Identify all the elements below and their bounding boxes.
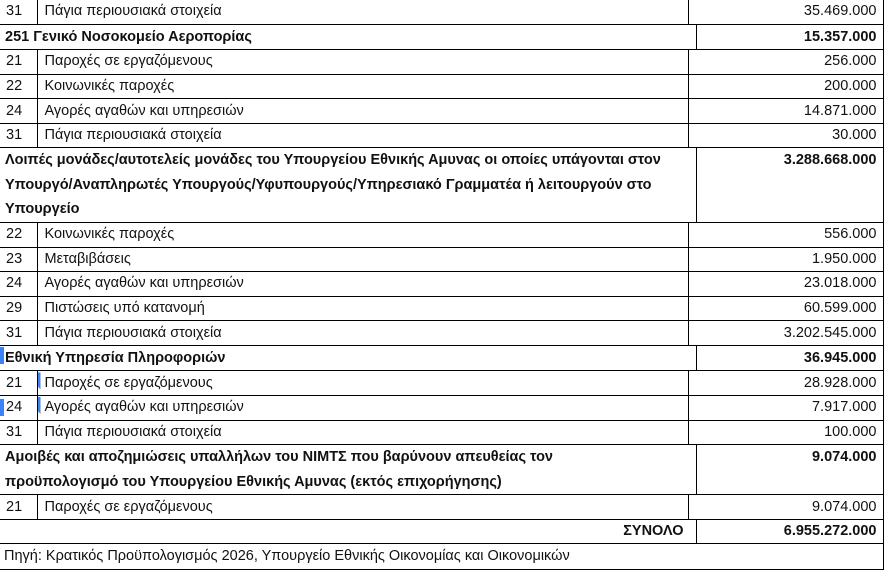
group-amount: 3.288.668.000 xyxy=(696,148,883,223)
row-code-cell xyxy=(0,396,37,421)
table-row xyxy=(0,396,883,421)
group-title-cell xyxy=(0,345,696,371)
group-title: Αμοιβές και αποζημιώσεις υπαλλήλων του ΝΙΜΤΣ που βαρύνουν απευθείας τον προϋπολογισμό του Υπουργείου Εθνικής Αμυνας (εκτός επιχορήγησης) xyxy=(0,445,696,495)
row-label: Πάγια περιουσιακά στοιχεία xyxy=(37,321,688,346)
total-label: ΣΥΝΟΛΟ xyxy=(0,519,696,544)
row-amount: 100.000 xyxy=(688,420,883,445)
row-label: Παροχές σε εργαζόμενους xyxy=(44,374,213,391)
row-amount: 30.000 xyxy=(688,123,883,148)
bookmark-icon[interactable] xyxy=(0,399,4,416)
row-code: 21 xyxy=(0,495,37,520)
total-amount: 6.955.272.000 xyxy=(696,519,883,544)
group-row xyxy=(0,445,883,495)
row-label: Παροχές σε εργαζόμενους xyxy=(37,495,688,520)
row-code: 22 xyxy=(0,222,37,247)
row-amount: 35.469.000 xyxy=(688,0,883,24)
row-amount: 556.000 xyxy=(688,222,883,247)
row-label: Πάγια περιουσιακά στοιχεία xyxy=(37,0,688,24)
bookmark-icon[interactable] xyxy=(37,397,41,414)
row-amount: 60.599.000 xyxy=(688,296,883,321)
group-title: Εθνική Υπηρεσία Πληροφοριών xyxy=(5,349,226,366)
row-code: 31 xyxy=(0,420,37,445)
table-row xyxy=(0,247,883,272)
table-row xyxy=(0,222,883,247)
row-amount: 23.018.000 xyxy=(688,272,883,297)
row-label: Αγορές αγαθών και υπηρεσιών xyxy=(37,272,688,297)
table-row xyxy=(0,272,883,297)
row-code: 31 xyxy=(0,123,37,148)
row-label-cell xyxy=(37,371,688,396)
row-label: Παροχές σε εργαζόμενους xyxy=(37,50,688,75)
row-code: 23 xyxy=(0,247,37,272)
table-row xyxy=(0,371,883,396)
row-amount: 200.000 xyxy=(688,74,883,99)
row-label: Πάγια περιουσιακά στοιχεία xyxy=(37,420,688,445)
row-amount: 14.871.000 xyxy=(688,99,883,124)
total-row xyxy=(0,519,883,544)
table-row xyxy=(0,296,883,321)
group-amount: 9.074.000 xyxy=(696,445,883,495)
group-title: 251 Γενικό Νοσοκομείο Αεροπορίας xyxy=(0,24,696,50)
row-amount: 28.928.000 xyxy=(688,371,883,396)
row-code: 31 xyxy=(0,321,37,346)
group-title: Λοιπές μονάδες/αυτοτελείς μονάδες του Υπουργείου Εθνικής Αμυνας οι οποίες υπάγονται στον Υπουργό/Αναπληρωτές Υπουργούς/Υφυπουργούς/Υπηρεσιακό Γραμματέα ή λειτουργούν στο Υπουργείο xyxy=(0,148,696,223)
bookmark-icon[interactable] xyxy=(0,347,4,364)
row-label: Αγορές αγαθών και υπηρεσιών xyxy=(44,399,244,416)
row-label: Αγορές αγαθών και υπηρεσιών xyxy=(37,99,688,124)
source-row xyxy=(0,544,883,570)
row-label: Κοινωνικές παροχές xyxy=(37,74,688,99)
table-row xyxy=(0,99,883,124)
row-code: 24 xyxy=(6,399,23,416)
group-amount: 36.945.000 xyxy=(696,345,883,371)
group-row xyxy=(0,345,883,371)
row-label: Πάγια περιουσιακά στοιχεία xyxy=(37,123,688,148)
row-label-cell xyxy=(37,396,688,421)
table-row xyxy=(0,321,883,346)
row-code: 21 xyxy=(0,50,37,75)
table-row xyxy=(0,0,883,24)
table-row xyxy=(0,123,883,148)
row-code: 22 xyxy=(0,74,37,99)
row-amount: 9.074.000 xyxy=(688,495,883,520)
row-amount: 7.917.000 xyxy=(688,396,883,421)
table-row xyxy=(0,74,883,99)
row-amount: 256.000 xyxy=(688,50,883,75)
row-amount: 3.202.545.000 xyxy=(688,321,883,346)
bookmark-icon[interactable] xyxy=(37,372,41,389)
table-row xyxy=(0,495,883,520)
group-amount: 15.357.000 xyxy=(696,24,883,50)
group-row xyxy=(0,148,883,223)
source-note: Πηγή: Κρατικός Προϋπολογισμός 2026, Υπουργείο Εθνικής Οικονομίας και Οικονομικών xyxy=(0,544,883,570)
row-amount: 1.950.000 xyxy=(688,247,883,272)
row-code: 31 xyxy=(0,0,37,24)
group-row xyxy=(0,24,883,50)
row-code: 24 xyxy=(0,272,37,297)
table-row xyxy=(0,420,883,445)
row-code: 29 xyxy=(0,296,37,321)
row-label: Πιστώσεις υπό κατανομή xyxy=(37,296,688,321)
row-code: 24 xyxy=(0,99,37,124)
row-label: Κοινωνικές παροχές xyxy=(37,222,688,247)
table-row xyxy=(0,50,883,75)
row-label: Μεταβιβάσεις xyxy=(37,247,688,272)
row-code: 21 xyxy=(0,371,37,396)
